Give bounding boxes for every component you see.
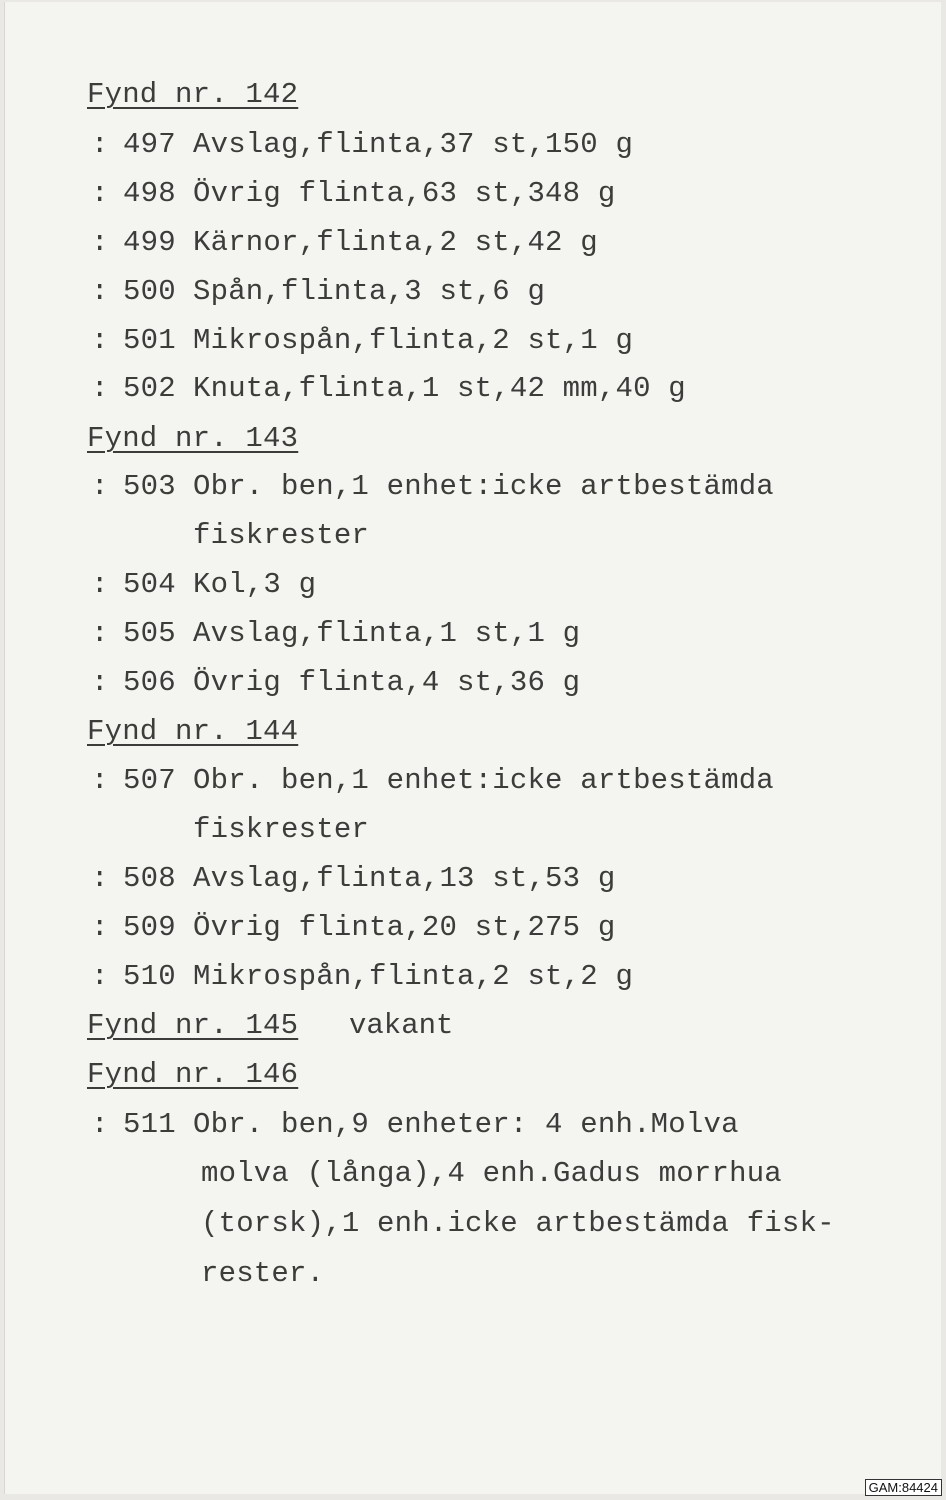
entry-498 xyxy=(91,177,615,211)
entry-509 xyxy=(91,911,615,945)
entry-502 xyxy=(91,372,686,406)
entry-marker: : xyxy=(91,470,109,503)
entry-number: 500 xyxy=(123,275,176,308)
entry-499 xyxy=(91,226,598,260)
entry-text: Obr. ben,1 enhet:icke artbestämda xyxy=(193,470,774,503)
entry-text: Obr. ben,1 enhet:icke artbestämda xyxy=(193,764,774,797)
entry-marker: : xyxy=(91,911,109,944)
catalog-id-label: GAM:84424 xyxy=(865,1479,942,1496)
entry-number: 502 xyxy=(123,372,176,405)
entry-marker: : xyxy=(91,568,109,601)
entry-text: Obr. ben,9 enheter: 4 enh.Molva xyxy=(193,1108,739,1141)
entry-number: 497 xyxy=(123,128,176,161)
entry-number: 506 xyxy=(123,666,176,699)
entry-marker: : xyxy=(91,862,109,895)
entry-500 xyxy=(91,275,545,309)
entry-text: Avslag,flinta,1 st,1 g xyxy=(193,617,581,650)
index-card xyxy=(4,2,941,1494)
entry-marker: : xyxy=(91,177,109,210)
entry-503 xyxy=(91,470,774,504)
entry-text: Övrig flinta,20 st,275 g xyxy=(193,911,616,944)
entry-marker: : xyxy=(91,275,109,308)
entry-511-continuation-2: (torsk),1 enh.icke artbestämda fisk- xyxy=(201,1207,835,1240)
entry-text: Mikrospån,flinta,2 st,1 g xyxy=(193,324,634,357)
entry-503-continuation: fiskrester xyxy=(193,519,370,552)
find-heading-145: Fynd nr. 145 xyxy=(87,1009,299,1042)
entry-511 xyxy=(91,1108,739,1142)
entry-text: Spån,flinta,3 st,6 g xyxy=(193,275,546,308)
entry-507-continuation: fiskrester xyxy=(193,813,370,846)
entry-508 xyxy=(91,862,615,896)
entry-marker: : xyxy=(91,226,109,259)
entry-text: Knuta,flinta,1 st,42 mm,40 g xyxy=(193,372,686,405)
entry-number: 505 xyxy=(123,617,176,650)
entry-number: 504 xyxy=(123,568,176,601)
entry-511-continuation-3: rester. xyxy=(201,1257,325,1290)
entry-marker: : xyxy=(91,617,109,650)
find-heading-143: Fynd nr. 143 xyxy=(87,422,299,455)
entry-number: 509 xyxy=(123,911,176,944)
entry-number: 499 xyxy=(123,226,176,259)
entry-text: Kärnor,flinta,2 st,42 g xyxy=(193,226,598,259)
entry-504 xyxy=(91,568,316,602)
entry-510 xyxy=(91,960,633,994)
entry-marker: : xyxy=(91,324,109,357)
entry-507 xyxy=(91,764,774,798)
entry-number: 501 xyxy=(123,324,176,357)
entry-marker: : xyxy=(91,764,109,797)
entry-number: 498 xyxy=(123,177,176,210)
entry-number: 508 xyxy=(123,862,176,895)
entry-marker: : xyxy=(91,372,109,405)
entry-501 xyxy=(91,324,633,358)
entry-text: Mikrospån,flinta,2 st,2 g xyxy=(193,960,634,993)
entry-text: Avslag,flinta,13 st,53 g xyxy=(193,862,616,895)
entry-text: Övrig flinta,63 st,348 g xyxy=(193,177,616,210)
entry-text: Avslag,flinta,37 st,150 g xyxy=(193,128,634,161)
find-heading-142: Fynd nr. 142 xyxy=(87,78,299,111)
entry-text: Kol,3 g xyxy=(193,568,317,601)
entry-marker: : xyxy=(91,128,109,161)
entry-511-continuation-1: molva (långa),4 enh.Gadus morrhua xyxy=(201,1157,782,1190)
entry-number: 510 xyxy=(123,960,176,993)
entry-marker: : xyxy=(91,960,109,993)
find-heading-146: Fynd nr. 146 xyxy=(87,1058,299,1091)
entry-number: 503 xyxy=(123,470,176,503)
entry-506 xyxy=(91,666,580,700)
entry-marker: : xyxy=(91,1108,109,1141)
find-heading-144: Fynd nr. 144 xyxy=(87,715,299,748)
entry-number: 507 xyxy=(123,764,176,797)
find-145-note: vakant xyxy=(349,1009,454,1042)
entry-number: 511 xyxy=(123,1108,176,1141)
entry-marker: : xyxy=(91,666,109,699)
entry-505 xyxy=(91,617,580,651)
entry-497 xyxy=(91,128,633,162)
entry-text: Övrig flinta,4 st,36 g xyxy=(193,666,581,699)
